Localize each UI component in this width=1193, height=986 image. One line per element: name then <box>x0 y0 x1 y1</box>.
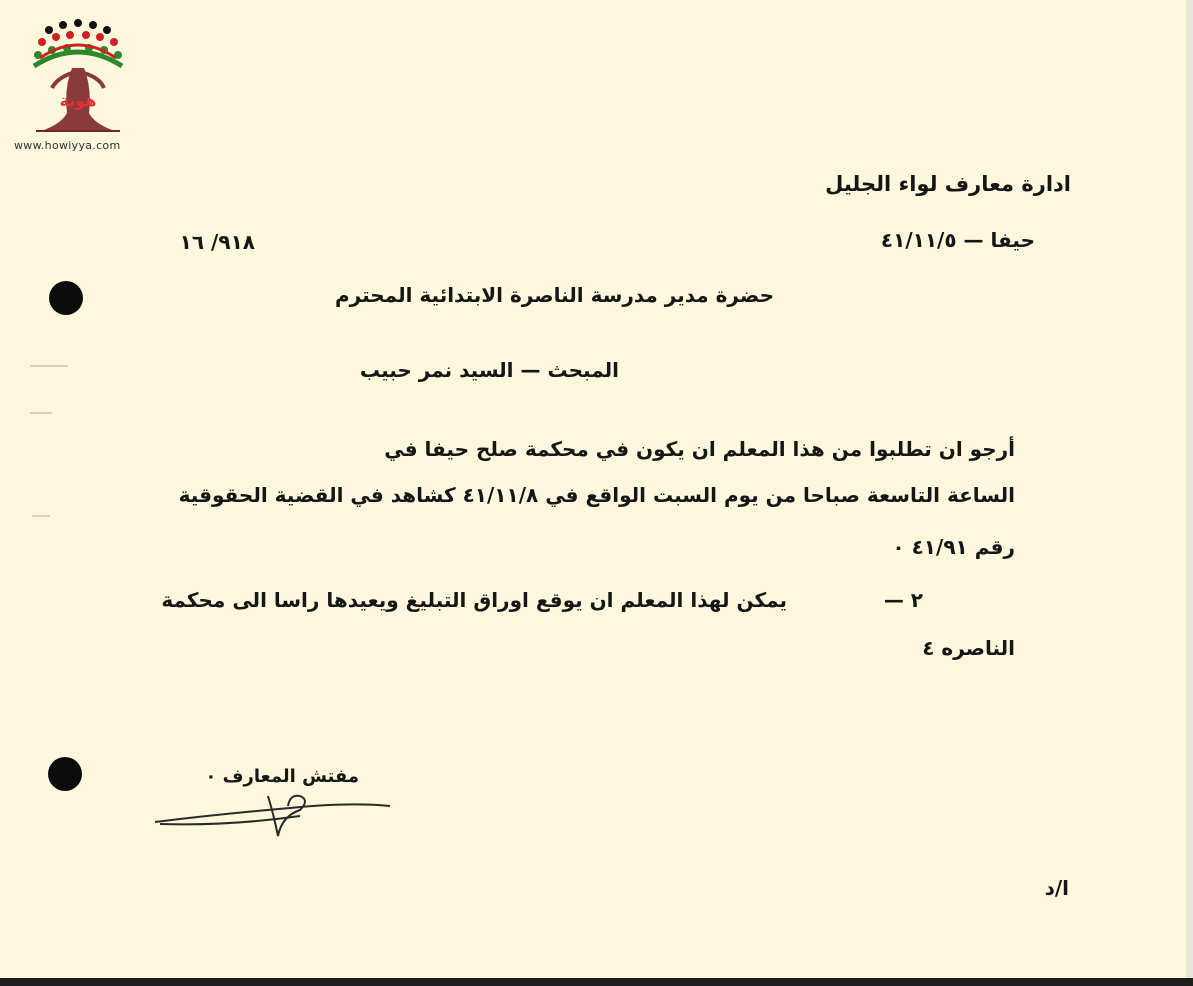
smudge <box>30 365 68 367</box>
scan-edge-right <box>1186 0 1193 986</box>
smudge <box>30 412 52 414</box>
smudge <box>32 515 50 517</box>
logo-url: www.howiyya.com <box>14 139 121 152</box>
letter-subject: المبحث — السيد نمر حبيب <box>359 358 619 382</box>
punch-hole-top <box>49 281 83 315</box>
body-line-1: أرجو ان تطلبوا من هذا المعلم ان يكون في محكمة صلح حيفا في <box>384 437 1015 461</box>
letter-header-office: ادارة معارف لواء الجليل <box>825 172 1071 196</box>
item-number: ٢ — <box>883 588 923 612</box>
tree-logo-icon <box>12 18 144 143</box>
letter-place-date: حيفا — ٤١/١١/٥ <box>880 228 1035 252</box>
footer-reference: ا/د <box>1044 876 1069 900</box>
letter-addressee: حضرة مدير مدرسة الناصرة الابتدائية المحترم <box>334 283 774 307</box>
signatory-title: مفتش المعارف ٠ <box>205 766 359 787</box>
punch-hole-bottom <box>48 757 82 791</box>
scan-edge-bottom <box>0 978 1193 986</box>
body-line-2: الساعة التاسعة صباحا من يوم السبت الواقع في ٤١/١١/٨ كشاهد في القضية الحقوقية <box>178 483 1015 507</box>
item-line-2: الناصره ٤ <box>922 636 1015 660</box>
svg-text:هوية: هوية <box>59 91 97 110</box>
letter-reference-number: ٩١٨/ ١٦ <box>179 230 255 254</box>
body-line-3: رقم ٤١/٩١ ٠ <box>892 535 1015 559</box>
howiyya-logo <box>12 18 144 156</box>
item-line-1: يمكن لهذا المعلم ان يوقع اوراق التبليغ ويعيدها راسا الى محكمة <box>161 588 787 612</box>
handwritten-signature <box>150 786 400 846</box>
